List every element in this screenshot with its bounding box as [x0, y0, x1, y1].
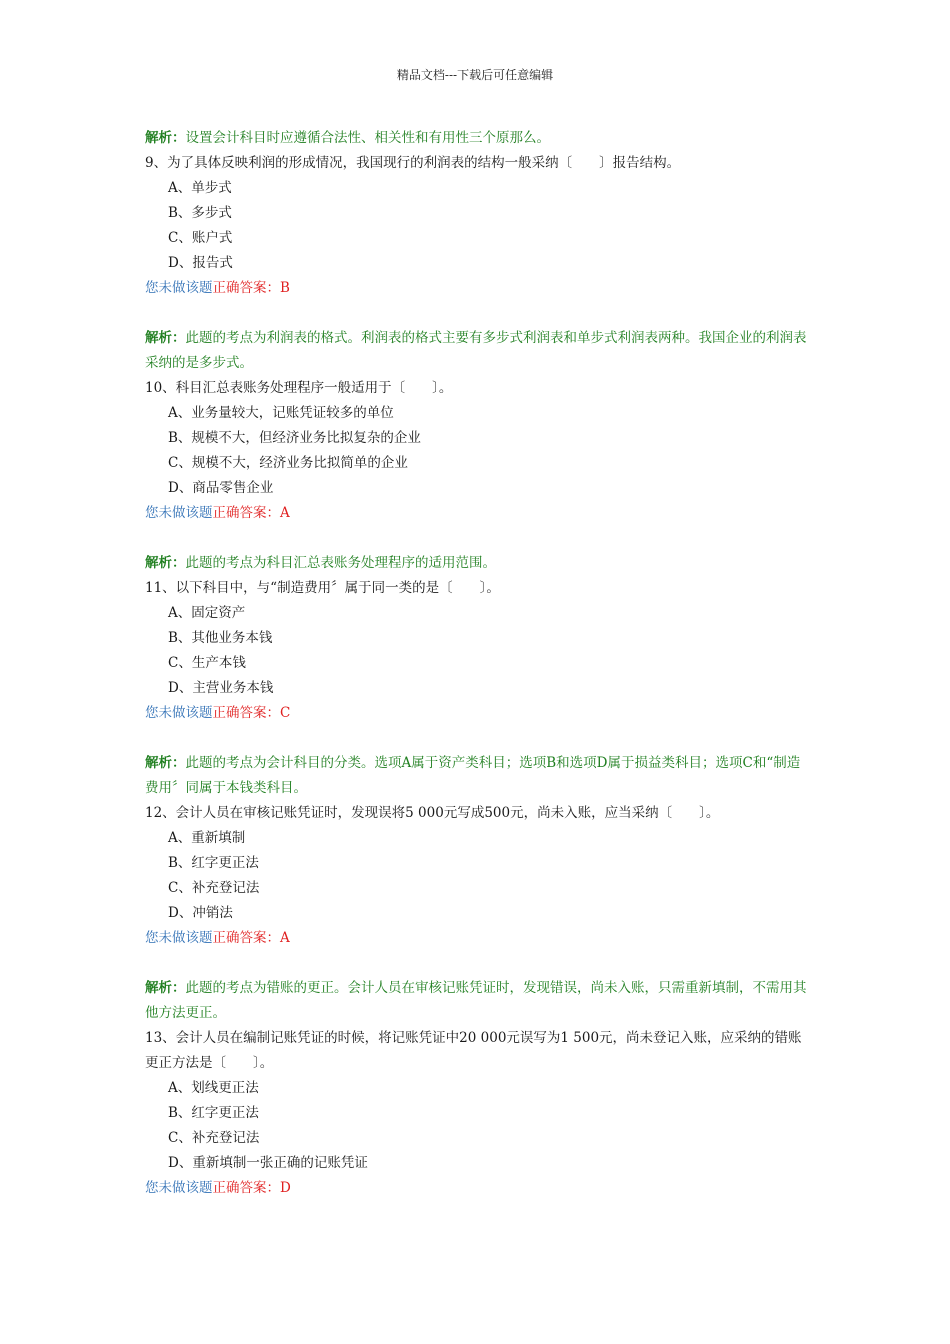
- correct-answer-label: 正确答案：: [212, 1180, 280, 1196]
- correct-answer-value: D: [280, 1180, 291, 1196]
- analysis-tag: 解析：: [145, 980, 186, 996]
- option-a[interactable]: A、重新填制: [168, 830, 246, 846]
- option-d[interactable]: D、报告式: [168, 255, 233, 271]
- option-b[interactable]: B、多步式: [168, 205, 232, 221]
- option-b[interactable]: B、红字更正法: [168, 1105, 259, 1121]
- page-header: 精品文档---下载后可任意编辑: [396, 68, 554, 82]
- option-a[interactable]: A、划线更正法: [168, 1080, 259, 1096]
- analysis-text: 设置会计科目时应遵循合法性、相关性和有用性三个原那么。: [185, 130, 550, 146]
- status-undone: 您未做该题: [145, 705, 213, 721]
- option-a[interactable]: A、业务量较大，记账凭证较多的单位: [168, 405, 394, 421]
- analysis-block: [145, 751, 810, 801]
- question-text: 11、以下科目中，与“制造费用〞属于同一类的是〔 〕。: [145, 580, 500, 596]
- option-b[interactable]: B、红字更正法: [168, 855, 259, 871]
- question-text: 10、科目汇总表账务处理程序一般适用于〔 〕。: [145, 380, 453, 396]
- option-c[interactable]: C、账户式: [168, 230, 233, 246]
- answer-status: [145, 926, 810, 951]
- correct-answer-value: A: [280, 930, 290, 946]
- status-undone: 您未做该题: [145, 280, 213, 296]
- answer-status: [145, 701, 810, 726]
- analysis-block: [145, 976, 810, 1026]
- question-text: 12、会计人员在审核记账凭证时，发现误将5 000元写成500元，尚未入账，应当采纳〔 〕。: [145, 805, 720, 821]
- option-c[interactable]: C、生产本钱: [168, 655, 246, 671]
- option-d[interactable]: D、商品零售企业: [168, 480, 274, 496]
- option-b[interactable]: B、其他业务本钱: [168, 630, 273, 646]
- correct-answer-label: 正确答案：: [212, 505, 280, 521]
- analysis-block: [145, 126, 810, 151]
- option-d[interactable]: D、主营业务本钱: [168, 680, 274, 696]
- analysis-block: [145, 551, 810, 576]
- answer-status: [145, 1176, 810, 1201]
- correct-answer-value: B: [280, 280, 290, 296]
- spacer: [145, 726, 810, 751]
- correct-answer-label: 正确答案：: [212, 705, 280, 721]
- status-undone: 您未做该题: [145, 1180, 213, 1196]
- answer-status: [145, 501, 810, 526]
- document-body: [145, 126, 810, 1201]
- analysis-text: 此题的考点为错账的更正。会计人员在审核记账凭证时，发现错误，尚未入账，只需重新填制，不需用其他方法更正。: [145, 980, 807, 1021]
- analysis-block: [145, 326, 810, 376]
- correct-answer-label: 正确答案：: [212, 280, 280, 296]
- analysis-tag: 解析：: [145, 130, 186, 146]
- question-text: 13、会计人员在编制记账凭证的时候，将记账凭证中20 000元误写为1 500元，尚未登记入账，应采纳的错账更正方法是〔 〕。: [145, 1030, 802, 1071]
- question-text: 9、为了具体反映利润的形成情况，我国现行的利润表的结构一般采纳〔 〕报告结构。: [145, 155, 681, 171]
- status-undone: 您未做该题: [145, 505, 213, 521]
- option-c[interactable]: C、补充登记法: [168, 880, 260, 896]
- spacer: [145, 301, 810, 326]
- option-a[interactable]: A、单步式: [168, 180, 232, 196]
- analysis-text: 此题的考点为会计科目的分类。选项A属于资产类科目；选项B和选项D属于损益类科目；选项C和“制造费用〞同属于本钱类科目。: [145, 755, 801, 796]
- analysis-text: 此题的考点为科目汇总表账务处理程序的适用范围。: [185, 555, 496, 571]
- option-b[interactable]: B、规模不大，但经济业务比拟复杂的企业: [168, 430, 421, 446]
- correct-answer-value: A: [280, 505, 290, 521]
- status-undone: 您未做该题: [145, 930, 213, 946]
- answer-status: [145, 276, 810, 301]
- analysis-tag: 解析：: [145, 755, 186, 771]
- correct-answer-value: C: [280, 705, 291, 721]
- option-d[interactable]: D、重新填制一张正确的记账凭证: [168, 1155, 368, 1171]
- spacer: [145, 526, 810, 551]
- option-a[interactable]: A、固定资产: [168, 605, 246, 621]
- correct-answer-label: 正确答案：: [212, 930, 280, 946]
- spacer: [145, 951, 810, 976]
- analysis-text: 此题的考点为利润表的格式。利润表的格式主要有多步式利润表和单步式利润表两种。我国企业的利润表采纳的是多步式。: [145, 330, 807, 371]
- option-c[interactable]: C、规模不大，经济业务比拟简单的企业: [168, 455, 408, 471]
- option-c[interactable]: C、补充登记法: [168, 1130, 260, 1146]
- analysis-tag: 解析：: [145, 330, 186, 346]
- option-d[interactable]: D、冲销法: [168, 905, 233, 921]
- analysis-tag: 解析：: [145, 555, 186, 571]
